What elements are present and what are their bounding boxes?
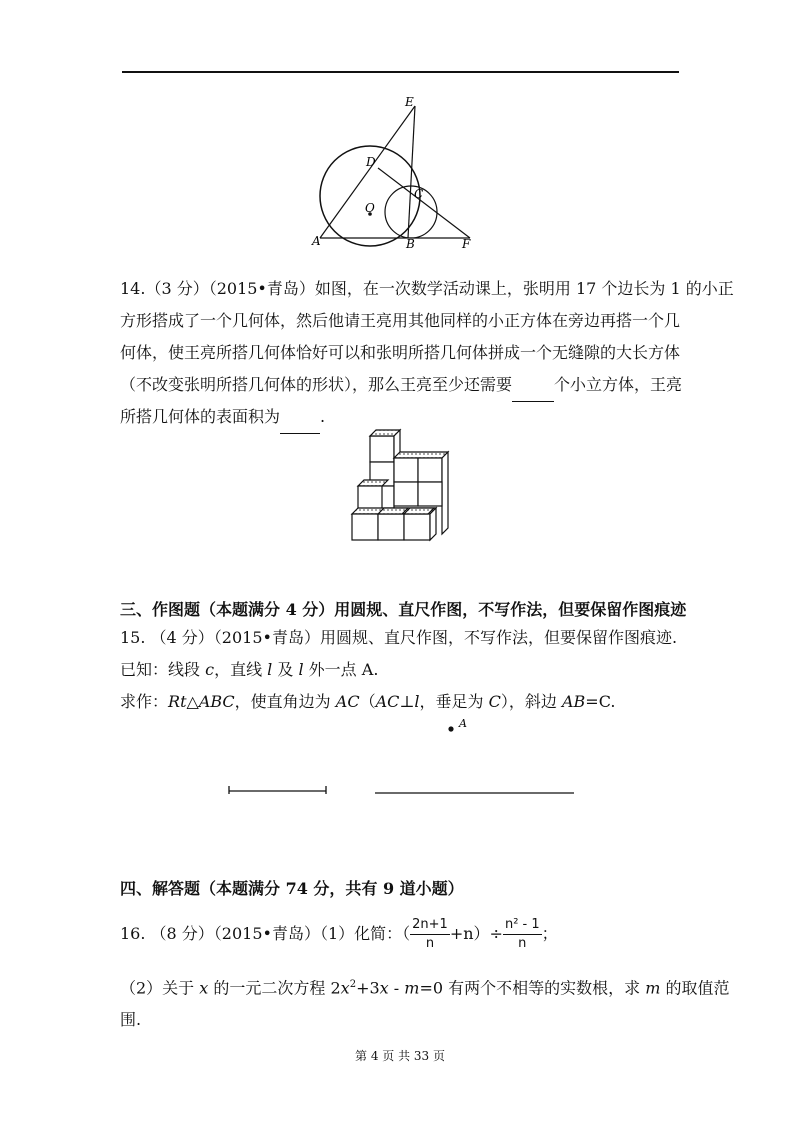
q15-line2	[120, 654, 378, 686]
fraction-2-denominator: n	[518, 936, 527, 951]
q15-c: C	[488, 692, 501, 711]
q16-var-m: m	[404, 978, 420, 998]
q15-line3	[120, 686, 615, 718]
q15-line3-f: =C.	[585, 692, 616, 711]
q15-line2-b: ，直线	[214, 660, 268, 679]
q16-plus-n: +n）÷	[449, 924, 503, 943]
q15-line3-c: （	[359, 692, 376, 711]
q15-line3-b: ，使直角边为	[234, 692, 336, 711]
q15-ab: AB	[561, 692, 586, 711]
line-d-f	[378, 168, 470, 238]
section4-heading: 四、解答题（本题满分 74 分，共有 9 道小题）	[120, 879, 464, 898]
q16-var-x: x	[199, 978, 209, 998]
q14-line5	[120, 401, 325, 434]
q15-ac2: AC	[375, 692, 400, 711]
label-o: O	[365, 201, 375, 215]
label-f: F	[462, 237, 471, 251]
q16-part2-line2: 围.	[120, 1010, 142, 1029]
q15-line3-e: ），斜边	[500, 692, 562, 711]
q16-part2-e: =0 有两个不相等的实数根，求	[419, 978, 646, 998]
answer-blank-1[interactable]	[512, 369, 554, 402]
q16-part2-f: 的取值范	[660, 978, 730, 998]
q15-var-l: l	[267, 660, 273, 679]
q15-ac: AC	[335, 692, 360, 711]
q16-part2-b: 的一元二次方程 2	[208, 978, 341, 998]
q15-line3-a: 求作：	[120, 692, 169, 711]
q15-l: l	[414, 692, 420, 711]
q16-part2-c: +3	[356, 978, 380, 998]
q16-var-m2: m	[645, 978, 661, 998]
label-e: E	[405, 95, 414, 109]
point-a-label: A	[459, 717, 467, 730]
q14-line4-text: （不改变张明所搭几何体的形状），那么王亮至少还需要	[120, 375, 513, 394]
q16-part1-end: ；	[541, 924, 558, 943]
cube-stack-figure	[350, 428, 450, 544]
q15-rt: Rt	[168, 692, 187, 711]
fraction-1-numerator: 2n+1	[410, 916, 450, 935]
label-b: B	[406, 237, 415, 251]
line-a-e	[320, 106, 415, 238]
q14-line4	[120, 369, 682, 402]
fraction-1-denominator: n	[425, 936, 435, 951]
answer-blank-2[interactable]	[280, 401, 320, 434]
q15-line2-a: 已知：线段	[120, 660, 206, 679]
q16-part2-d: -	[388, 978, 405, 998]
q15-line2-e: 外一点 A.	[303, 660, 379, 679]
q16-part2-line1	[120, 969, 729, 1004]
fraction-2-numerator: n² - 1	[503, 916, 542, 935]
q16-part1-prefix: 16. （8 分）（2015•青岛）（1）化简：（	[120, 924, 411, 943]
q15-line2-d: 及	[272, 660, 299, 679]
q16-exponent: 2	[349, 979, 357, 990]
q14-line3: 何体，使王亮所搭几何体恰好可以和张明所搭几何体拼成一个无缝隙的大长方体	[120, 343, 681, 362]
q14-line4-tail: 个小立方体，王亮	[554, 375, 683, 394]
header-rule	[122, 71, 679, 73]
label-c: C	[414, 187, 424, 201]
q14-line5-text: 所搭几何体的表面积为	[120, 407, 281, 426]
q14-line5-tail: .	[320, 407, 326, 426]
q15-line1: 15. （4 分）（2015•青岛）用圆规、直尺作图，不写作法，但要保留作图痕迹.	[120, 628, 678, 647]
perp-symbol: ⊥	[399, 692, 415, 711]
q15-line3-d: ，垂足为	[419, 692, 489, 711]
q16-part1	[120, 914, 558, 954]
section3-heading: 三、作图题（本题满分 4 分）用圆规、直尺作图，不写作法，但要保留作图痕迹	[120, 600, 687, 619]
label-a: A	[312, 234, 321, 248]
page-footer: 第 4 页 共 33 页	[355, 1049, 445, 1063]
triangle-symbol: △	[186, 692, 199, 711]
construction-figure	[220, 715, 590, 805]
q14-line2: 方形搭成了一个几何体，然后他请王亮用其他同样的小正方体在旁边再搭一个几	[120, 311, 681, 330]
q16-var-x2: x	[340, 978, 350, 998]
point-a-dot	[448, 726, 453, 731]
q14-line1: 14.（3 分）（2015•青岛）如图，在一次数学活动课上，张明用 17 个边长为 1 的小正	[120, 279, 734, 298]
q15-abc: ABC	[198, 692, 235, 711]
circle-geometry-figure	[300, 92, 500, 252]
fraction-1	[410, 916, 450, 953]
q15-var-l2: l	[298, 660, 304, 679]
q16-var-x3: x	[379, 978, 389, 998]
q15-var-c: c	[205, 660, 215, 679]
fraction-2	[503, 916, 542, 953]
label-d: D	[366, 155, 376, 169]
q16-part2-a: （2）关于	[120, 978, 200, 998]
